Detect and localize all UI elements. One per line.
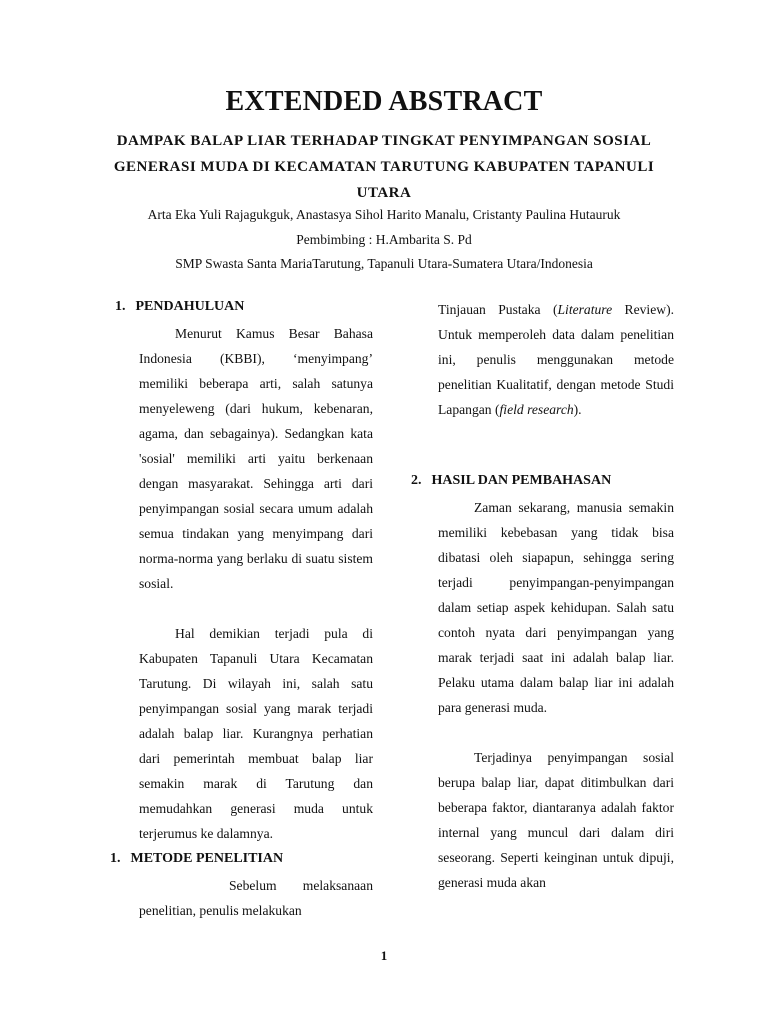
pendahuluan-paragraph-2: Hal demikian terjadi pula di Kabupaten Tapanuli Utara Kecamatan Tarutung. Di wilayah ini, salah satu penyimpangan sosial yang marak terjadi adalah balap liar. Kurangnya perhatian dari pemerintah membuat balap liar semakin marak di Tarutung dan memudahkan generasi muda untuk terjerumus ke dalamnya.	[139, 626, 373, 841]
hasil-paragraph-1: Zaman sekarang, manusia semakin memiliki kebebasan yang tidak bisa dibatasi oleh siapapun, sehingga sering terjadi penyimpangan-penyimpangan dalam setiap aspek kehidupan. Salah satu contoh nyata dari penyimpangan yang marak terjadi saat ini adalah balap liar. Pelaku utama dalam balap liar ini adalah para generasi muda.	[438, 500, 674, 715]
affiliation: SMP Swasta Santa MariaTarutung, Tapanuli Utara-Sumatera Utara/Indonesia	[175, 256, 593, 271]
authors: Arta Eka Yuli Rajagukguk, Anastasya Sihol Harito Manalu, Cristanty Paulina Hutauruk	[147, 207, 621, 222]
section-title: HASIL DAN PEMBAHASAN	[431, 473, 612, 488]
paper-subtitle: DAMPAK BALAP LIAR TERHADAP TINGKAT PENYIMPANGAN SOSIAL GENERASI MUDA DI KECAMATAN TARUTUNG KABUPATEN TAPANULI UTARA	[113, 133, 655, 201]
pendahuluan-paragraph-1: Menurut Kamus Besar Bahasa Indonesia (KBBI), ‘menyimpang’ memiliki beberapa arti, salah satunya menyeleweng (dari hukum, kebenaran, agama, dan sebagainya). Sedangkan kata 'sosial' memiliki arti yaitu berkenaan dengan masyarakat. Sehingga arti dari penyimpangan sosial secara umum adalah semua tindakan yang menyimpang dari norma-norma yang berlaku di suatu sistem sosial.	[139, 326, 373, 591]
page-number: 1	[380, 948, 388, 963]
section-number: 1.	[115, 299, 126, 314]
section-number: 1.	[110, 851, 121, 866]
supervisor: Pembimbing : H.Ambarita S. Pd	[296, 232, 472, 247]
paper-title: EXTENDED ABSTRACT	[225, 86, 543, 117]
section-heading-metode	[110, 851, 283, 867]
section-title: METODE PENELITIAN	[130, 851, 284, 866]
section-title: PENDAHULUAN	[135, 299, 245, 314]
section-heading-pendahuluan	[115, 299, 244, 315]
metode-paragraph-1: Sebelum melaksanaan penelitian, penulis melakukan	[139, 878, 373, 918]
section-number: 2.	[411, 473, 422, 488]
section-heading-hasil	[411, 473, 611, 489]
metode-paragraph-continued: Tinjauan Pustaka (Literature Review). Untuk memperoleh data dalam penelitian ini, penulis menggunakan metode penelitian Kualitatif, dengan metode Studi Lapangan (field research).	[438, 302, 674, 417]
hasil-paragraph-2: Terjadinya penyimpangan sosial berupa balap liar, dapat ditimbulkan dari beberapa faktor, diantaranya adalah faktor internal yang muncul dari dalam diri seseorang. Seperti keinginan untuk dipuji, generasi muda akan	[438, 750, 674, 890]
